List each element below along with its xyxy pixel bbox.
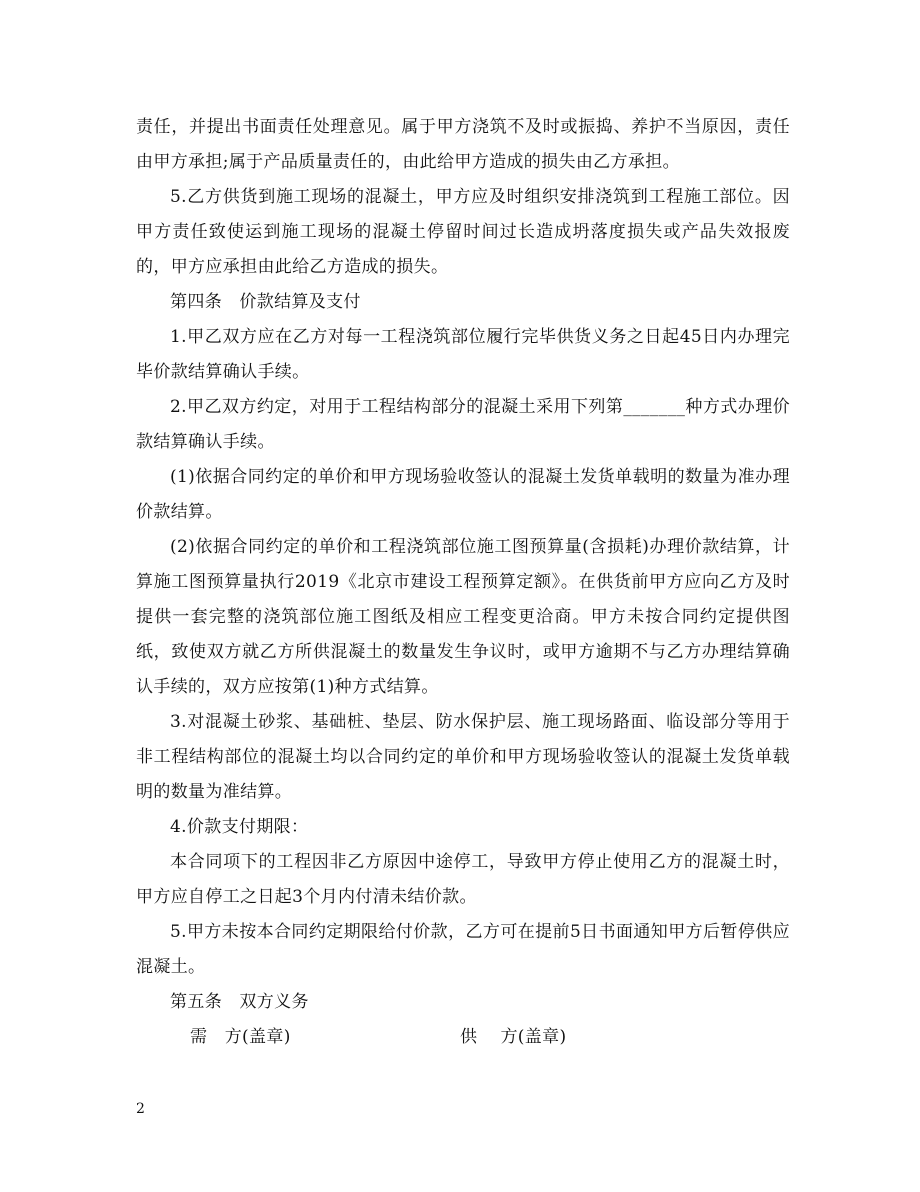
paragraph-responsibility: 责任，并提出书面责任处理意见。属于甲方浇筑不及时或振捣、养护不当原因，责任由甲方承担;属于产品质量责任的，由此给甲方造成的损失由乙方承担。 (136, 117, 790, 172)
signature-row (136, 1020, 790, 1055)
buyer-seal-label: 需 方(盖章) (190, 1027, 291, 1047)
contract-body (136, 110, 790, 1055)
paragraph-non-structural: 3.对混凝土砂浆、基础桩、垫层、防水保护层、施工现场路面、临设部分等用于非工程结构部位的混凝土均以合同约定的单价和甲方现场验收签认的混凝土发货单载明的数量为准结算。 (136, 712, 790, 802)
paragraph-method-1: (1)依据合同约定的单价和甲方现场验收签认的混凝土发货单载明的数量为准办理价款结算。 (136, 467, 790, 522)
paragraph-clause-5-delivery: 5.乙方供货到施工现场的混凝土，甲方应及时组织安排浇筑到工程施工部位。因甲方责任致使运到施工现场的混凝土停留时间过长造成坍落度损失或产品失效报废的，甲方应承担由此给乙方造成的损失。 (136, 187, 790, 277)
page-number: 2 (136, 1101, 145, 1117)
article-5-heading: 第五条 双方义务 (170, 992, 309, 1012)
paragraph-work-stoppage: 本合同项下的工程因非乙方原因中途停工，导致甲方停止使用乙方的混凝土时，甲方应自停工之日起3个月内付清未结价款。 (136, 852, 790, 907)
paragraph-method-2: (2)依据合同约定的单价和工程浇筑部位施工图预算量(含损耗)办理价款结算，计算施工图预算量执行2019《北京市建设工程预算定额》。在供货前甲方应向乙方及时提供一套完整的浇筑部位施工图纸及相应工程变更洽商。甲方未按合同约定提供图纸，致使双方就乙方所供混凝土的数量发生争议时，或甲方逾期不与乙方办理结算确认手续的，双方应按第(1)种方式结算。 (136, 537, 790, 697)
supplier-seal-label: 供 方(盖章) (460, 1027, 567, 1047)
paragraph-settlement-method: 2.甲乙双方约定，对用于工程结构部分的混凝土采用下列第_______种方式办理价款结算确认手续。 (136, 397, 790, 452)
paragraph-late-payment: 5.甲方未按本合同约定期限给付价款，乙方可在提前5日书面通知甲方后暂停供应混凝土。 (136, 922, 790, 977)
article-4-heading: 第四条 价款结算及支付 (170, 292, 361, 312)
paragraph-settlement-deadline: 1.甲乙双方应在乙方对每一工程浇筑部位履行完毕供货义务之日起45日内办理完毕价款结算确认手续。 (136, 327, 790, 382)
paragraph-payment-term-heading: 4.价款支付期限： (170, 817, 309, 837)
